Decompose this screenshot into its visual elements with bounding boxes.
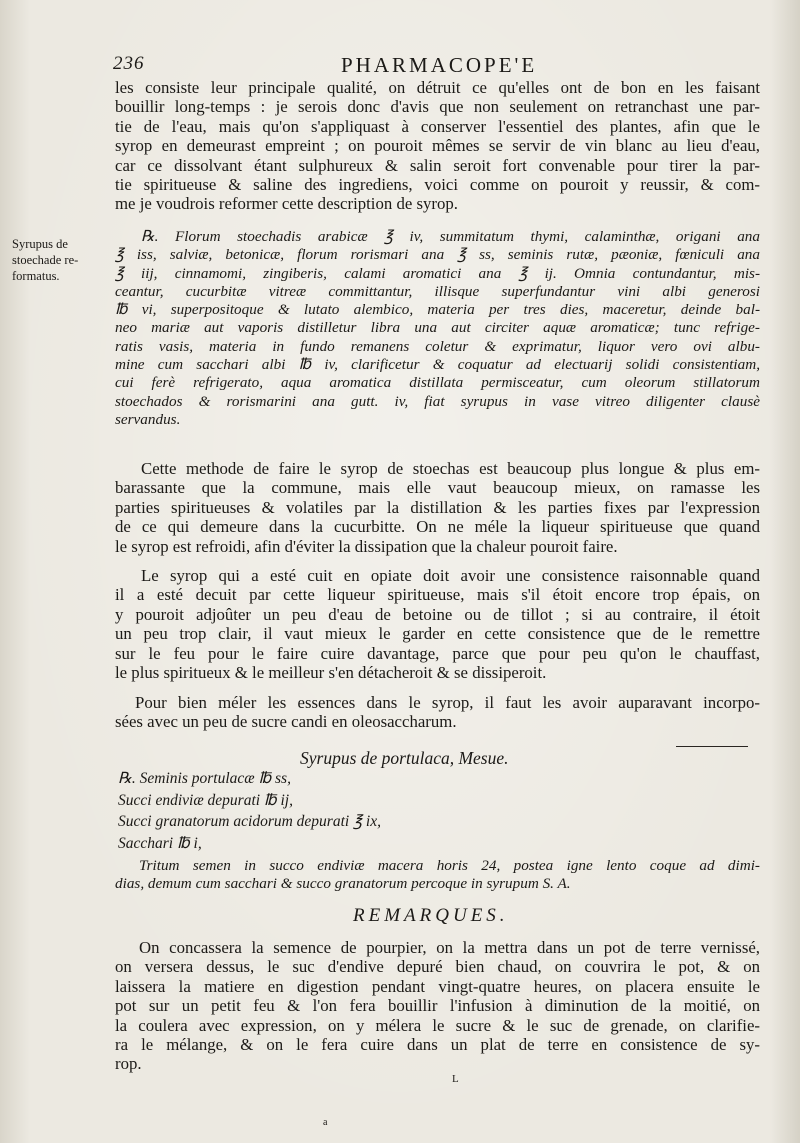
text-line: Cette methode de faire le syrop de stoechas est beaucoup plus longue & plus em- bbox=[141, 459, 760, 478]
section-heading-portulaca: Syrupus de portulaca, Mesue. bbox=[300, 748, 509, 768]
signature-mark: L bbox=[452, 1073, 459, 1085]
text-line: barassante que la commune, mais elle vaut beaucoup mieux, on ramasse les bbox=[115, 478, 760, 498]
text-line: neo mariæ aut vaporis distilletur libra una aut circiter aquæ aromaticæ; tunc refrige- bbox=[115, 319, 760, 337]
text-line: sur le feu pour le faire cuire davantage, parce que pour peu qu'on le chauffast, bbox=[115, 643, 760, 663]
margin-note-line: formatus. bbox=[12, 269, 60, 283]
page-number: 236 bbox=[113, 53, 145, 74]
text-line: les consiste leur principale qualité, on détruit ce qu'elles ont de bon en les faisant bbox=[115, 78, 760, 97]
text-line: ceantur, cucurbitæ vitreæ committantur, illisque superfundantur vini albi generosi bbox=[115, 282, 760, 300]
text-line: car ce dissolvant étant sulphureux & salin seroit fort convenable pour tirer la par- bbox=[115, 155, 760, 175]
text-line: dias, demum cum sacchari & succo granatorum percoque in syrupum S. A. bbox=[115, 875, 571, 893]
ingredient-line: Sacchari ℔ i, bbox=[118, 834, 202, 852]
section-heading-remarques: REMARQUES. bbox=[353, 905, 509, 926]
text-line: Tritum semen in succo endiviæ macera horis 24, postea igne lento coque ad dimi- bbox=[139, 857, 760, 874]
text-line: un peu trop clair, il vaut mieux le garder en cette consistence que de le remettre bbox=[115, 624, 760, 644]
paragraph-1 bbox=[115, 78, 760, 214]
text-line: y pouroit adjoûter un peu d'eau de betoine ou de tillot ; si au contraire, il étoit bbox=[115, 604, 760, 624]
text-line: tie de l'eau, mais qu'on s'appliquast à conserver l'essentiel des plantes, afin que le bbox=[115, 116, 760, 136]
footnote-mark: a bbox=[323, 1117, 328, 1128]
heading-rule bbox=[676, 746, 748, 747]
recipe-ingredients bbox=[118, 768, 763, 854]
text-line: sées avec un peu de sucre candi en oleosaccharum. bbox=[115, 712, 457, 732]
text-line: tie spiritueuse & saline des ingrediens, voici comme on pouroit y reussir, & com- bbox=[115, 175, 760, 195]
text-line: On concassera la semence de pourpier, on la mettra dans un pot de terre vernissé, bbox=[139, 938, 760, 957]
text-line: stoechados & rorismarini ana gutt. iv, fiat syrupus in vase vitreo diligenter clausè bbox=[115, 392, 760, 410]
text-line: le plus spiritueux & le meilleur s'en détacheroit & se dissiperoit. bbox=[115, 663, 547, 683]
text-line: ℥ iij, cinnamomi, zingiberis, calami aromatici ana ℥ ij. Omnia contundantur, mis- bbox=[115, 264, 760, 282]
latin-recipe-stoechas bbox=[115, 228, 760, 429]
page-header bbox=[113, 53, 763, 79]
text-line: Le syrop qui a esté cuit en opiate doit avoir une consistence raisonnable quand bbox=[141, 566, 760, 585]
paragraph-4 bbox=[115, 693, 760, 732]
paragraph-5 bbox=[115, 938, 760, 1074]
text-line: de ce qui demeure dans la cucurbitte. On ne méle la liqueur spiritueuse que quand bbox=[115, 517, 760, 537]
text-line: ra le mélange, & on le fera cuire dans un plat de terre en consistence de sy- bbox=[115, 1035, 760, 1055]
text-line: parties spiritueuses & volatiles par la distillation & les parties fixes par l'expression bbox=[115, 497, 760, 517]
text-line: Pour bien méler les essences dans le syrop, il faut les avoir auparavant incorpo- bbox=[135, 693, 760, 712]
paragraph-3 bbox=[115, 566, 760, 682]
text-line: rop. bbox=[115, 1054, 142, 1074]
ingredient-line: Succi endiviæ depurati ℔ ij, bbox=[118, 791, 293, 809]
margin-note-line: Syrupus de bbox=[12, 237, 68, 251]
text-line: bouillir long-temps : je serois donc d'avis que non seulement on retranchast une par- bbox=[115, 97, 760, 117]
text-line: le syrop est refroidi, afin d'éviter la dissipation que la chaleur pouroit faire. bbox=[115, 536, 618, 556]
text-line: servandus. bbox=[115, 410, 181, 428]
running-head: PHARMACOPE'E bbox=[341, 53, 538, 77]
text-line: la coulera avec expression, on y mélera le sucre & le suc de grenade, on clarifie- bbox=[115, 1015, 760, 1035]
text-line: ratis vasis, materia in fundo remanens coletur & exprimatur, liquor vero ovi albu- bbox=[115, 337, 760, 355]
margin-note-line: stoechade re- bbox=[12, 253, 79, 267]
ingredient-line: ℞. Seminis portulacæ ℔ ss, bbox=[118, 770, 291, 787]
text-line: cui ferè refrigerato, aqua aromatica distillata permisceatur, cum oleorum stillatorum bbox=[115, 374, 760, 392]
text-line: mine cum sacchari albi ℔ iv, clarificetur & coquatur ad electuarij solidi consistentiam, bbox=[115, 356, 760, 374]
ingredient-line: Succi granatorum acidorum depurati ℥ ix, bbox=[118, 813, 381, 830]
text-line: pot sur un petit feu & l'on fera bouillir l'infusion à diminution de la moitié, on bbox=[115, 996, 760, 1016]
text-line: me je voudrois reformer cette description de syrop. bbox=[115, 194, 458, 214]
text-line: on versera dessus, le suc d'endive depuré bien chaud, on couvrira le pot, & on bbox=[115, 957, 760, 977]
text-line: ℞. Florum stoechadis arabicæ ℥ iv, summitatum thymi, calaminthæ, origani ana bbox=[141, 228, 760, 245]
text-line: laissera la matiere en digestion pendant vingt-quatre heures, on placera ensuite le bbox=[115, 976, 760, 996]
latin-recipe-portulaca bbox=[115, 857, 760, 894]
text-line: il a esté decuit par cette liqueur spiritueuse, mais s'il étoit encore trop épais, on bbox=[115, 585, 760, 605]
margin-note bbox=[12, 236, 112, 284]
text-line: syrop en demeurast empreint ; on pouroit mêmes se servir de vin blanc au lieu d'eau, bbox=[115, 136, 760, 156]
text-line: ℔ vi, superpositoque & lutato alembico, materia per tres dies, maceretur, deinde bal- bbox=[115, 301, 760, 319]
text-line: ℥ iss, salviæ, betonicæ, florum rorismari ana ℥ ss, seminis rutæ, pæoniæ, fœniculi ana bbox=[115, 246, 760, 264]
paragraph-2 bbox=[115, 459, 760, 556]
